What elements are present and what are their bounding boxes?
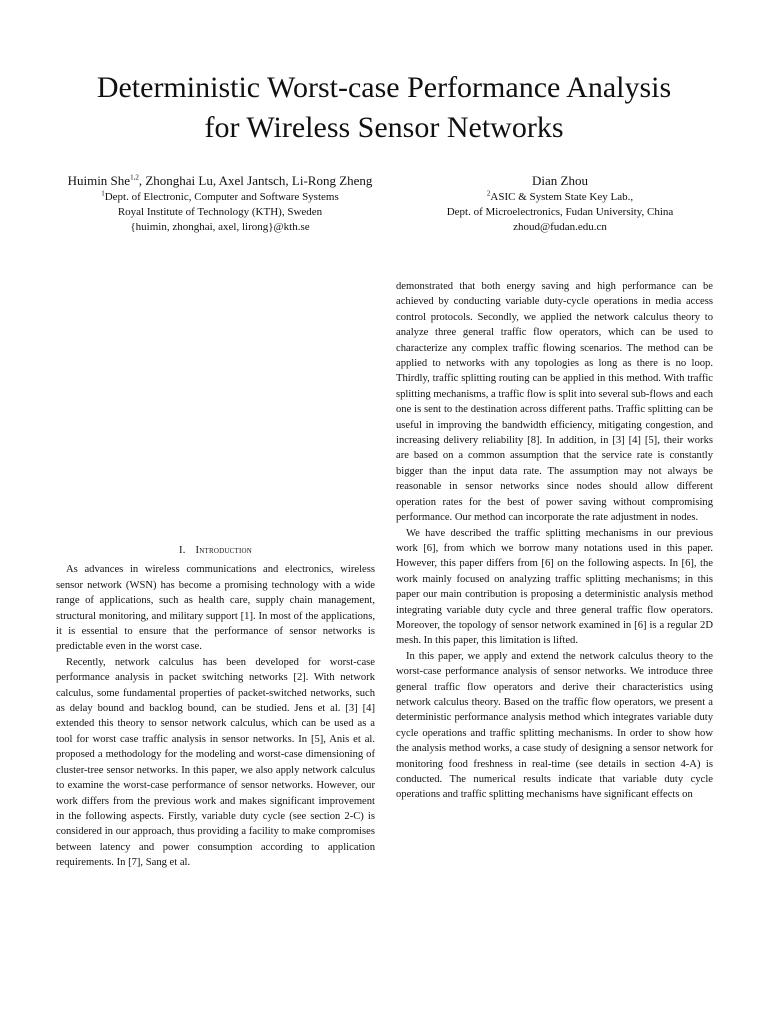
- author-affiliation-right: $^2$ASIC & System State Key Lab.,: [486, 189, 634, 203]
- section-heading-introduction: [56, 543, 375, 558]
- paragraph: We have described the traffic splitting mechanisms in our previous work [6], from which we borrow many notations used in this paper. However, this paper differs from [6] on the following aspects. In [6], the work mainly focused on analyzing traffic splitting mechanisms; in this paper our main contribution is proposing a deterministic analysis method integrating variable duty cycle and three general traffic flow operators. Moreover, the topology of sensor network examined in [6] is a regular 2D mesh. In this paper, this limitation is lifted.: [396, 527, 713, 647]
- author-block-left: [40, 172, 400, 235]
- right-column: [396, 279, 713, 803]
- author-names-left: Huimin She$^{1,2}$, Zhonghai Lu, Axel Jantsch, Li-Rong Zheng: [67, 173, 373, 188]
- author-names-right: Dian Zhou: [532, 173, 588, 188]
- section-title: Introduction: [195, 545, 253, 556]
- paragraph: Recently, network calculus has been developed for worst-case performance analysis in packet switching networks [2]. With network calculus, some fundamental properties of packet-switched networks, such as delay bound and backlog bound, can be studied. Jens et al. [3] [4] extended this theory to sensor network calculus, which can be used as a tool for worst case traffic analysis in sensor networks. In [5], Anis et al. proposed a methodology for the modeling and worst-case dimensioning of cluster-tree sensor networks. In this paper, we also apply network calculus to examine the worst-case performance of sensor networks. However, our work differs from the previous work and makes significant improvement in the following aspects. Firstly, variable duty cycle (see section 2-C) is considered in our approach, thus providing a facility to make compromises between latency and power consumption according to application requirements. In [7], Sang et al.: [56, 656, 375, 869]
- author-email-left: {huimin, zhonghai, axel, lirong}@kth.se: [130, 221, 310, 233]
- author-email-right: zhoud@fudan.edu.cn: [513, 221, 607, 233]
- author-block-right: [395, 172, 725, 235]
- author-institution-left: Royal Institute of Technology (KTH), Sweden: [117, 206, 323, 218]
- paper-title-line-2: for Wireless Sensor Networks: [204, 111, 564, 144]
- paper-title: [40, 68, 728, 148]
- left-column: [56, 543, 375, 871]
- author-affiliation-left: $^1$Dept. of Electronic, Computer and Software Systems: [101, 189, 339, 203]
- section-number: I.: [178, 545, 186, 556]
- paragraph: In this paper, we apply and extend the network calculus theory to the worst-case performance analysis of sensor networks. We introduce three general traffic flow operators and derive their characteristics using network calculus theory. Based on the traffic flow operators, we present a deterministic performance analysis method which integrates variable duty cycle operations and traffic splitting mechanisms. In order to show how the analysis method works, a case study of designing a sensor network for monitoring food freshness in real-time (see details in section 4-A) is conducted. The numerical results indicate that variable duty cycle operations and traffic splitting mechanisms have significant effects on: [396, 650, 713, 801]
- paper-title-line-1: Deterministic Worst-case Performance Analysis: [96, 71, 672, 104]
- author-institution-right: Dept. of Microelectronics, Fudan University, China: [446, 206, 674, 218]
- paragraph: As advances in wireless communications and electronics, wireless sensor network (WSN) has become a promising technology with a wide range of applications, such as health care, supply chain management, structural monitoring, and military support [1]. In most of the applications, it is essential to ensure that the performance of sensor networks is predictable even in the worst case.: [56, 564, 375, 653]
- paragraph: demonstrated that both energy saving and high performance can be achieved by conducting variable duty-cycle operations in media access control protocols. Secondly, we applied the network calculus theory to analyze three general traffic flow operators, which can be used to characterize any complex traffic flowing scenarios. The method can be applied to networks with any topologies as long as there is no loop. Thirdly, traffic splitting routing can be applied in this method. With traffic splitting mechanisms, a traffic flow is split into several sub-flows and each one is sent to the destination across different paths. Traffic splitting can be useful in improving the bandwidth efficiency, mitigating congestion, and increasing delivery reliability [8]. In addition, in [3] [4] [5], their works are based on a common assumption that the service rate is constantly bigger than the input data rate. The assumption may not always be reasonable in sensor networks since nodes should allow different operation rates for the best of power saving without compromising performance. Our method can incorporate the rate adjustment in nodes.: [396, 281, 713, 524]
